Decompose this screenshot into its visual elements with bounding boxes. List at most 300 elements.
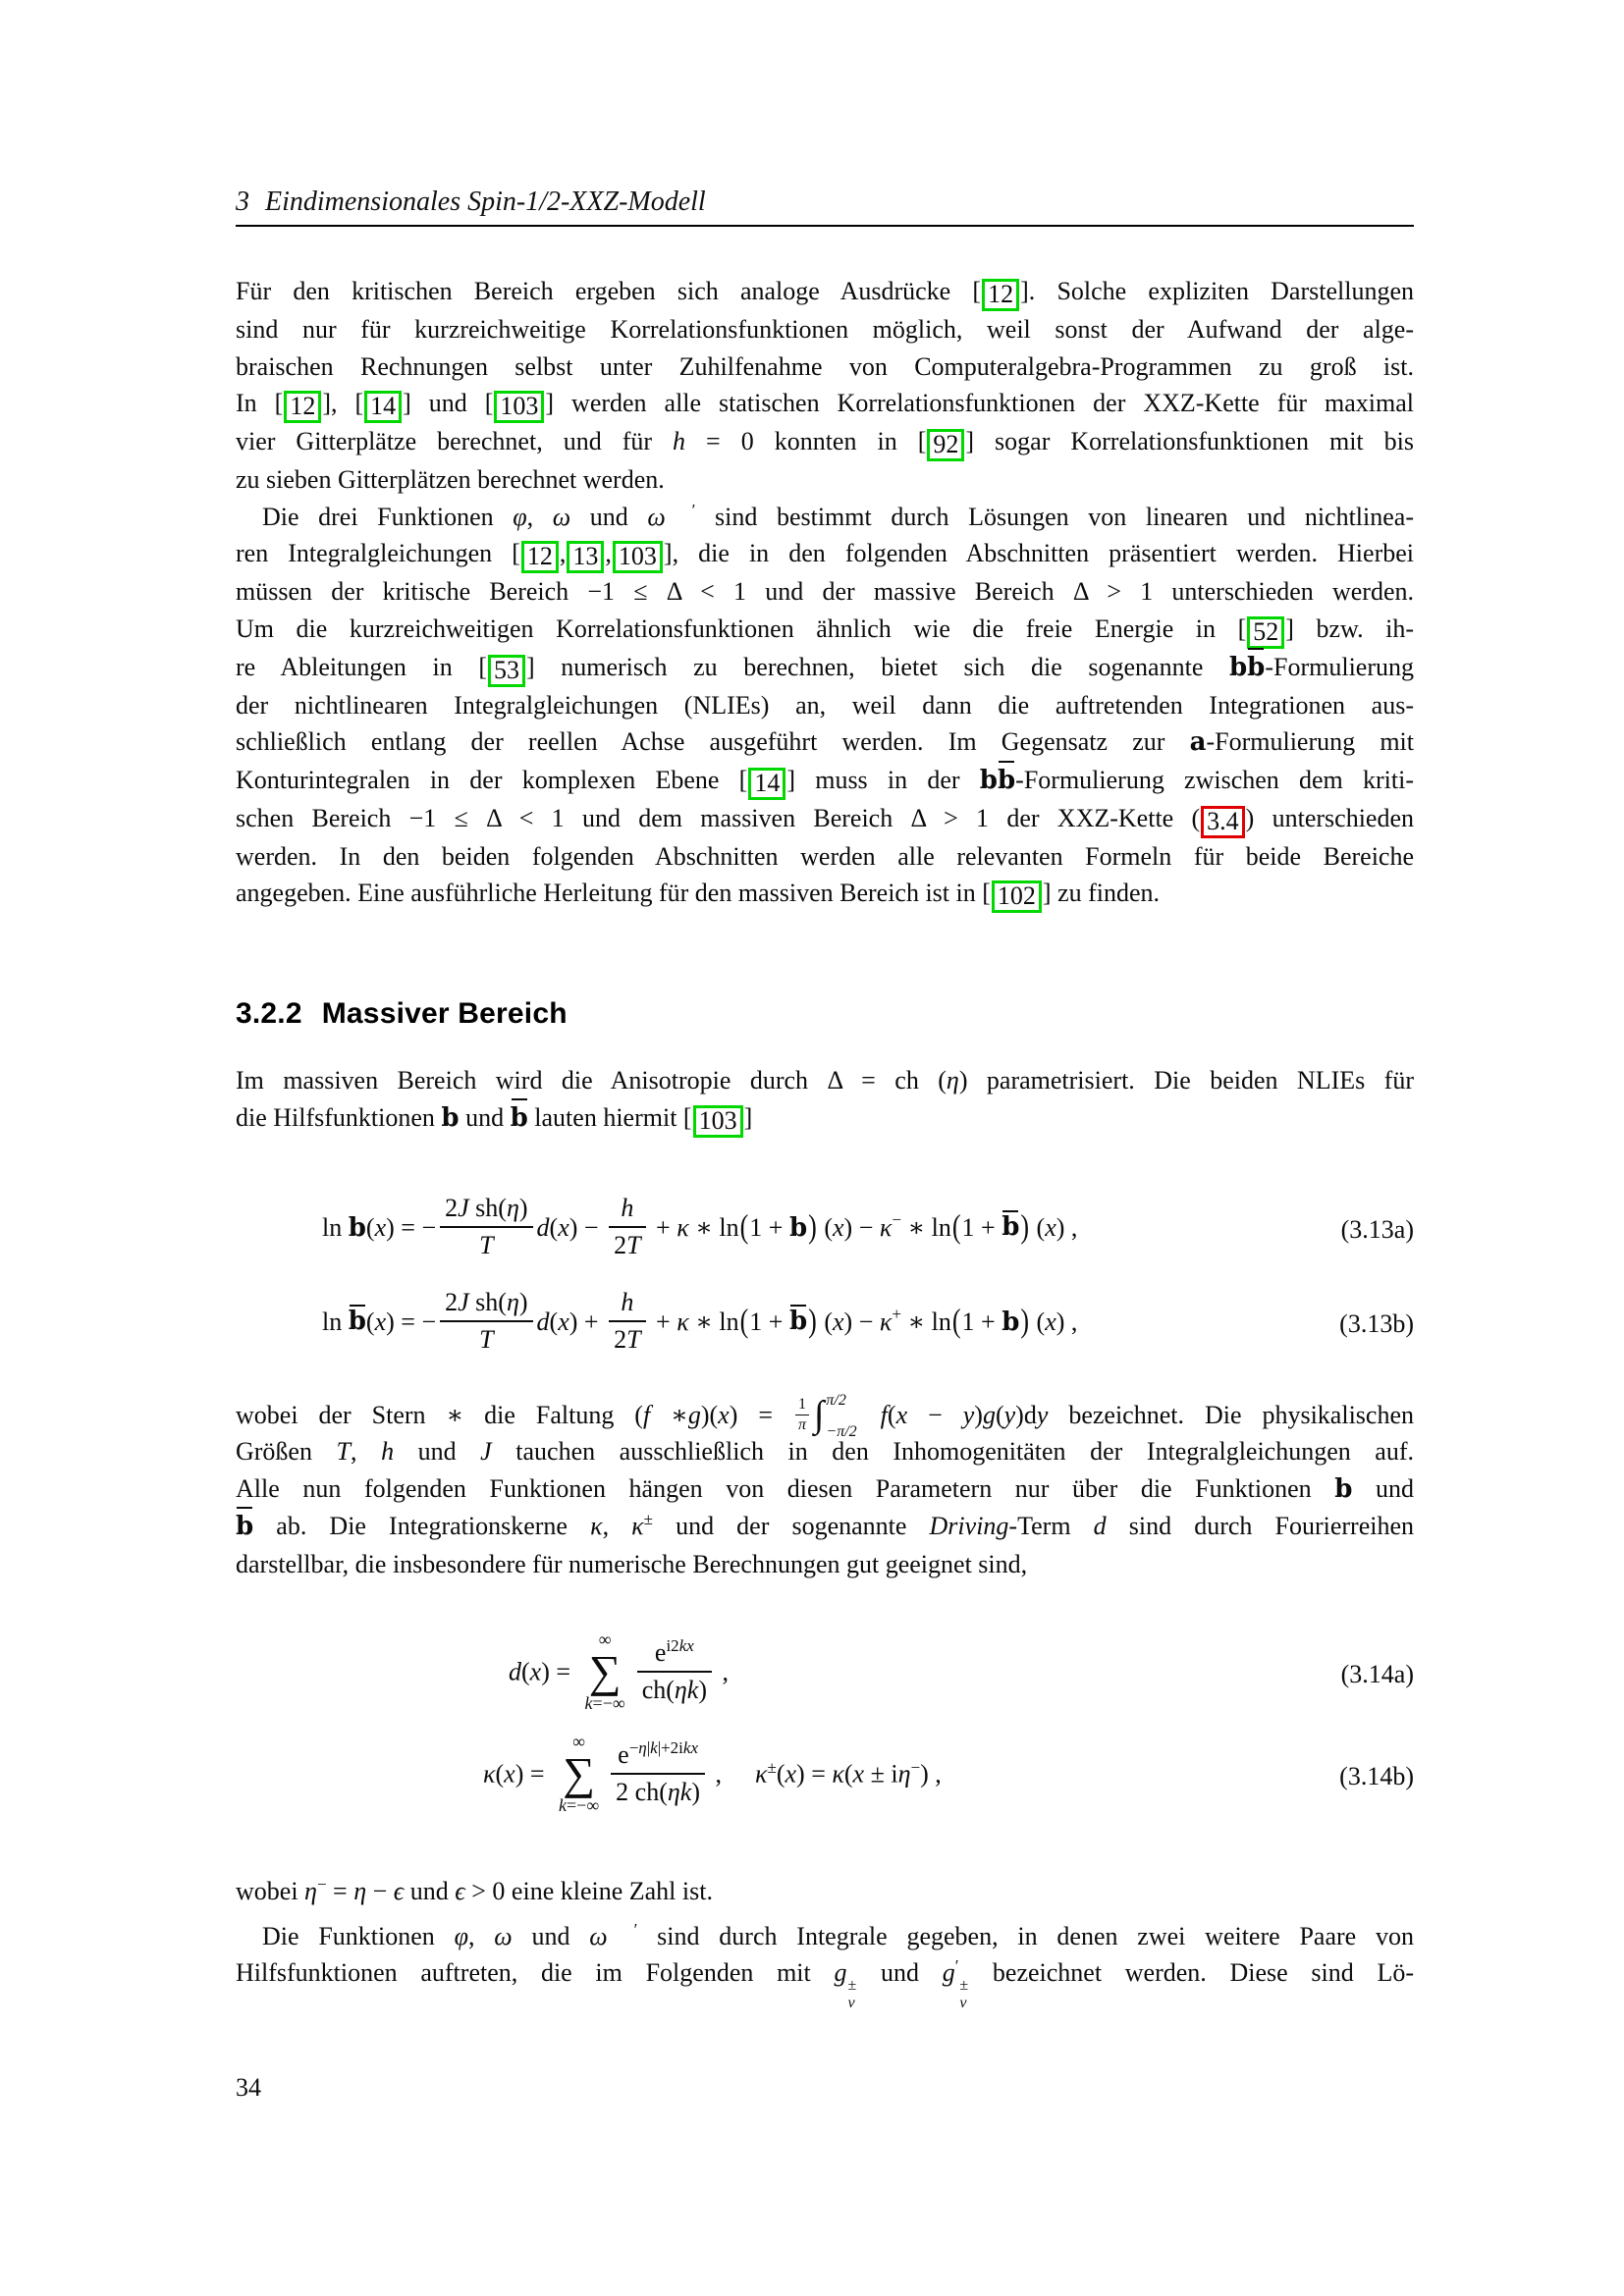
math-var: ω [589, 1921, 608, 1950]
text-run: ) , [1056, 1307, 1078, 1336]
denominator [440, 1320, 532, 1355]
text-run: ) [974, 1400, 983, 1429]
math-var: x [1045, 1307, 1056, 1336]
text-run: wobei [236, 1877, 305, 1905]
integral-lower-limit: −π/2 [826, 1422, 857, 1440]
fraktur-b-var: b [441, 1102, 460, 1133]
math-var: ω [647, 502, 666, 531]
text-line [236, 535, 1414, 573]
text-run: bezeichnet werden. Diese sind Lö- [969, 1958, 1414, 1987]
text-run: tauchen ausschließlich in den Inhomogenitäten der Integralgleichungen auf. [491, 1437, 1415, 1466]
math-var: x [558, 1212, 569, 1242]
text-run: ) − [843, 1212, 880, 1242]
text-run: und [1352, 1473, 1414, 1503]
text-run: , [602, 1512, 632, 1540]
math-var: ϵ [393, 1877, 405, 1905]
big-paren: ) [1020, 1207, 1030, 1246]
text-run: ∗ ln [688, 1307, 739, 1336]
text-run: ) parametrisiert. Die beiden NLIEs für [958, 1066, 1414, 1095]
math-var: J [480, 1437, 492, 1466]
citation-link[interactable]: 92 [927, 429, 964, 461]
math-var: κ [832, 1759, 844, 1789]
citation-link[interactable]: 103 [613, 541, 663, 573]
integral-upper-limit: π/2 [826, 1391, 846, 1409]
citation-link[interactable]: 102 [992, 881, 1042, 913]
fraction [440, 1288, 532, 1355]
chapter-number: 3 [236, 187, 249, 217]
text-run: und [459, 1102, 511, 1132]
text-run: schließlich entlang der reellen Achse ausgeführt werden. Im Gegensatz zur [236, 727, 1190, 756]
denominator [637, 1671, 712, 1705]
math-var: x [895, 1400, 908, 1429]
math-var: h [673, 427, 686, 455]
text-run: ( [776, 1759, 785, 1789]
math-var: d [1093, 1512, 1107, 1540]
text-run: zu sieben Gitterplätzen berechnet werden. [236, 465, 665, 494]
text-run: ren Integralgleichungen [ [236, 539, 520, 567]
text-run: bezeichnet. Die physikalischen [1048, 1400, 1414, 1429]
fraktur-b-bar-var: b [1247, 650, 1265, 687]
text-run: ] und [ [403, 389, 494, 417]
text-line [236, 1433, 1414, 1470]
text-run: , [559, 539, 567, 567]
text-run: ( [995, 1400, 1004, 1429]
text-run: wobei der Stern ∗ die Faltung ( [236, 1400, 643, 1429]
math-var: k [584, 1692, 593, 1713]
math-var: ϵ [455, 1877, 465, 1905]
fraktur-b-bar-var: b [1001, 1212, 1020, 1243]
equation-content [509, 1629, 730, 1713]
text-run: Alle nun folgenden Funktionen hängen von diesen Parametern nur über die Funktionen [236, 1473, 1335, 1503]
text-line [236, 687, 1414, 724]
text-run: ± i [864, 1759, 898, 1789]
text-run: ], [ [322, 389, 364, 417]
text-run: = [326, 1877, 354, 1905]
math-var: g [834, 1958, 847, 1987]
citation-link[interactable]: 14 [748, 768, 785, 800]
text-run [860, 1401, 881, 1429]
text-run: 2 [614, 1230, 627, 1259]
text-run: ( [1030, 1307, 1046, 1336]
math-var: y [1003, 1400, 1016, 1429]
text-line [236, 875, 1414, 913]
text-run: ln [322, 1212, 349, 1242]
text-run: ( [365, 1212, 375, 1242]
fraktur-b-bar-var: b [788, 1307, 808, 1337]
sum-lower-limit [585, 1693, 625, 1714]
text-run: + [649, 1212, 677, 1242]
math-var: g [982, 1400, 996, 1429]
math-var: J [458, 1287, 469, 1316]
citation-link[interactable]: 12 [982, 279, 1019, 311]
text-line: Die drei Funktionen φ, ω und ω ′ sind bestimmt durch Lösungen von linearen und nichtlinea- [262, 500, 1414, 531]
sub-part: ν [847, 1994, 855, 2011]
text-run: vier Gitterplätze berechnet, und für [236, 427, 674, 455]
text-line [236, 1470, 1414, 1509]
equation-group-3-14 [236, 1624, 1414, 1828]
sub-part: ν [959, 1994, 967, 2011]
text-run: + [649, 1307, 677, 1336]
math-var: d [536, 1307, 550, 1336]
sup-sub-stack [959, 1977, 968, 2011]
paragraph-3 [236, 1062, 1414, 1138]
math-var: k [650, 1738, 658, 1758]
citation-link[interactable]: 12 [521, 541, 559, 573]
text-run: ) [691, 1778, 700, 1806]
text-run: ) [518, 1287, 528, 1316]
text-run: Größen [236, 1437, 337, 1466]
numerator [637, 1638, 712, 1671]
text-run: ∗ ln [688, 1212, 739, 1242]
text-run: und der sogenannte [652, 1512, 930, 1540]
text-run: -Term [1008, 1512, 1094, 1540]
text-run: ) = [541, 1657, 577, 1686]
math-var: d [536, 1212, 550, 1242]
text-run: ) − [843, 1307, 880, 1336]
text-run: )d [1015, 1400, 1037, 1429]
math-var: g [942, 1958, 955, 1987]
fraktur-b-var: b [1001, 1307, 1020, 1337]
running-head [236, 187, 1414, 218]
math-var: h [381, 1437, 395, 1466]
text-run: sind nur für kurzreichweitige Korrelationsfunktionen möglich, weil sonst der Aufwand der alge- [236, 315, 1414, 344]
integral-limits [826, 1393, 856, 1440]
sum-lower-limit [559, 1795, 599, 1816]
text-run: schen Bereich −1 ≤ Δ < 1 und dem massiven Bereich Δ > 1 der XXZ-Kette ( [236, 803, 1201, 832]
math-var: h [621, 1193, 634, 1222]
text-run: ) + [568, 1307, 606, 1336]
section-heading [236, 995, 1414, 1033]
fraction [440, 1194, 532, 1260]
text-run: und [404, 1877, 456, 1905]
text-run: 2 ch( [616, 1778, 668, 1806]
math-var: κ [879, 1307, 893, 1336]
equation-ref-link[interactable]: 3.4 [1201, 806, 1245, 838]
equation-label: (3.14b) [1339, 1762, 1414, 1790]
text-run: > 0 eine kleine Zahl ist. [464, 1877, 713, 1905]
content-column [236, 0, 1414, 2009]
math-var: ηk [674, 1676, 699, 1704]
equation-content: ln b(x) = − $\frac{\text{2J sh(η)}}{T}$ d(x) + $\frac{h}{2T}$ + κ ∗ ln(1 + b) (x) − κ+ ∗ ln(1 + b) (x) , [322, 1287, 1078, 1354]
fraktur-b-var: b [979, 765, 998, 795]
fraction [611, 1740, 705, 1807]
math-var: x [832, 1307, 844, 1336]
text-line [236, 1546, 1414, 1583]
text-run: =−∞ [592, 1692, 625, 1713]
numerator [609, 1194, 645, 1226]
text-run: lauten hiermit [ [527, 1102, 692, 1132]
text-line [236, 762, 1414, 800]
text-line [236, 1099, 1414, 1138]
equation-3-14a [236, 1624, 1414, 1726]
math-var: κ [631, 1512, 644, 1540]
citation-link[interactable]: 53 [488, 655, 525, 687]
equation-content: ln b(x) = − $\frac{\text{2J sh(η)}}{T}$ d(x) − $\frac{h}{2T}$ + κ ∗ ln(1 + b) (x) − κ− ∗ ln(1 + b) (x) , [322, 1193, 1078, 1259]
text-run: e [654, 1638, 667, 1668]
section-title: Massiver Bereich [321, 997, 568, 1030]
math-var: η [304, 1877, 317, 1905]
text-line [236, 649, 1414, 687]
page-number: 34 [236, 2073, 261, 2102]
text-run: Die Funktionen [262, 1921, 455, 1950]
text-run: müssen der kritische Bereich −1 ≤ Δ < 1 und der massive Bereich Δ > 1 unterschieden werden. [236, 577, 1414, 606]
sigma-icon: ∑ [588, 1646, 622, 1697]
text-run: 2 [445, 1193, 459, 1222]
equation-group-3-13 [236, 1183, 1414, 1371]
fraction [795, 1396, 809, 1435]
citation-link[interactable]: 12 [284, 391, 321, 423]
math-var: π [797, 1416, 806, 1434]
math-var: ω [552, 502, 571, 531]
text-run: 1 [797, 1395, 806, 1413]
math-var: κ [755, 1759, 768, 1789]
text-run: Die drei Funktionen [262, 502, 514, 531]
text-run: sind bestimmt durch Lösungen von linearen und nichtlinea- [695, 502, 1414, 531]
math-var: h [621, 1287, 634, 1316]
text-run: ] [743, 1102, 753, 1132]
text-run: 1 + [961, 1307, 1002, 1336]
text-run: ( [817, 1212, 833, 1242]
text-run: , [351, 1437, 382, 1466]
math-var: κ [483, 1759, 496, 1789]
paragraph-5 [236, 1873, 1414, 1910]
math-var: d [509, 1657, 521, 1686]
math-var: f [642, 1400, 651, 1429]
text-run: ) [518, 1193, 528, 1222]
text-run: ( [495, 1759, 505, 1789]
text-run: ] zu finden. [1042, 879, 1161, 907]
text-line [236, 838, 1414, 876]
math-var: T [336, 1437, 351, 1466]
text-line [236, 1391, 1414, 1440]
math-var: Driving [929, 1512, 1009, 1540]
fraktur-b-bar-var: b [348, 1307, 366, 1337]
math-var: x [558, 1307, 569, 1336]
citation-link[interactable]: 52 [1247, 616, 1284, 649]
text-run: ∗ ln [900, 1212, 951, 1242]
text-run: braischen Rechnungen selbst unter Zuhilfenahme von Computeralgebra-Programmen zu groß ist. [236, 351, 1414, 381]
fraktur-b-var: b [1334, 1473, 1353, 1504]
text-run: i2 [666, 1636, 679, 1656]
text-run: ch( [641, 1676, 675, 1704]
text-run: Hilfsfunktionen auftreten, die im Folgenden mit [236, 1958, 835, 1987]
math-var: κ [879, 1212, 893, 1242]
text-run: und [570, 502, 648, 531]
numerator [609, 1288, 645, 1320]
text-run: ( [1030, 1212, 1046, 1242]
text-run: ) unterschieden [1245, 803, 1415, 832]
sum-upper-limit: ∞ [598, 1629, 612, 1650]
denominator [795, 1415, 809, 1434]
sum-operator [559, 1732, 599, 1815]
running-head-title: Eindimensionales Spin-1/2-XXZ-Modell [265, 187, 706, 217]
text-run: und [857, 1958, 943, 1987]
big-paren: ( [739, 1207, 749, 1246]
text-run: ) − [568, 1212, 606, 1242]
sum-upper-limit: ∞ [572, 1732, 586, 1752]
text-run: , [716, 1657, 730, 1686]
math-var: k [559, 1794, 568, 1815]
text-run: ) = [514, 1759, 552, 1789]
math-var: x [718, 1400, 730, 1429]
integral [814, 1391, 857, 1438]
text-run: ( [521, 1657, 530, 1686]
math-var: x [504, 1759, 515, 1789]
sup-part: ± [959, 1977, 969, 1994]
text-run: , [605, 539, 612, 567]
text-run: Für den kritischen Bereich ergeben sich analoge Ausdrücke [ [236, 277, 982, 305]
math-var: x [832, 1212, 844, 1242]
equation-label: (3.13b) [1339, 1308, 1414, 1338]
text-line [236, 273, 1414, 311]
text-run: ) = − [386, 1307, 437, 1336]
math-var: T [626, 1324, 641, 1354]
text-run: ( [817, 1307, 833, 1336]
text-run: ( [365, 1307, 375, 1336]
text-run: 2 [445, 1287, 459, 1316]
math-var: g [687, 1400, 701, 1429]
text-run: sind durch Fourierreihen [1106, 1512, 1414, 1540]
fraction [609, 1194, 645, 1260]
text-run: angegeben. Eine ausführliche Herleitung für den massiven Bereich ist in [ [236, 879, 991, 907]
text-run: , [467, 1921, 495, 1950]
text-run: ( [549, 1212, 559, 1242]
text-run: |+2i [657, 1738, 683, 1758]
text-run: 1 + [749, 1212, 789, 1242]
text-run: ∗ [650, 1400, 688, 1429]
header-rule [236, 225, 1414, 227]
section-number: 3.2.2 [236, 997, 302, 1030]
text-line [236, 1062, 1414, 1099]
fraktur-b-bar-var: b [236, 1509, 253, 1546]
fraction [609, 1288, 645, 1355]
math-var: κ [677, 1307, 689, 1336]
text-run: sh( [468, 1287, 507, 1316]
math-var: φ [513, 502, 527, 531]
text-run: = 0 konnten in [ [685, 427, 927, 455]
math-var: f [880, 1400, 888, 1429]
citation-link[interactable]: 14 [364, 391, 402, 423]
big-paren: ( [951, 1302, 961, 1340]
text-run: -Formulierung [1265, 652, 1414, 681]
text-run: | [646, 1738, 651, 1758]
denominator [609, 1320, 645, 1355]
big-paren: ) [808, 1207, 817, 1246]
math-var: x [374, 1307, 387, 1336]
text-line [236, 611, 1414, 649]
text-run: ∗ ln [900, 1307, 951, 1336]
big-paren: ) [808, 1302, 817, 1340]
text-run: ab. Die Integrationskerne [253, 1512, 591, 1540]
text-run: ln [322, 1307, 349, 1336]
big-paren: ) [1020, 1302, 1030, 1340]
text-run: und [512, 1921, 590, 1950]
math-var: η [506, 1193, 519, 1222]
text-run: , [709, 1759, 722, 1789]
math-var: T [479, 1230, 494, 1259]
text-run: 1 + [961, 1212, 1002, 1242]
text-run: sh( [468, 1193, 507, 1222]
paragraph-4 [236, 1391, 1415, 1583]
text-run: ) = [796, 1759, 833, 1789]
math-var: η [506, 1287, 519, 1316]
text-run: ] bzw. ih- [1285, 614, 1414, 643]
text-run: ) , [1056, 1212, 1078, 1242]
sigma-icon: ∑ [563, 1748, 595, 1799]
math-var: kx [682, 1738, 698, 1758]
math-var: κ [590, 1512, 603, 1540]
text-run: darstellbar, die insbesondere für numerische Berechnungen gut geeignet sind, [236, 1549, 1028, 1578]
text-run: − [628, 1738, 639, 1758]
text-run: e [618, 1740, 629, 1770]
text-line: b ab. Die Integrationskerne κ, κ± und der sogenannte Driving-Term d sind durch Fourierreihen [236, 1508, 1414, 1546]
text-run: )( [700, 1400, 719, 1429]
fraktur-b-var: a [1189, 727, 1207, 757]
text-run: ) = − [386, 1212, 437, 1242]
text-run: ( [887, 1400, 896, 1429]
text-run: re Ableitungen in [ [236, 652, 487, 681]
numerator [795, 1396, 809, 1415]
numerator [440, 1288, 532, 1320]
equation-3-14b [236, 1726, 1414, 1828]
text-run: ]. Solche expliziten Darstellungen [1020, 277, 1415, 305]
equation-3-13a [236, 1183, 1414, 1277]
text-run: ] muss in der [786, 765, 980, 794]
denominator [611, 1773, 705, 1807]
text-run: In [ [236, 389, 284, 417]
math-var: y [1036, 1400, 1049, 1429]
fraktur-b-var: b [788, 1212, 808, 1243]
text-line: Hilfsfunktionen auftreten, die im Folgenden mit g ± ν und g′ ± ν bezeichnet werden. Diese sind Lö- [236, 1956, 1414, 2011]
equation-label: (3.13a) [1340, 1214, 1414, 1244]
text-run: 1 + [749, 1307, 789, 1336]
text-run: -Formulierung zwischen dem kriti- [1015, 765, 1414, 794]
text-run: -Formulierung mit [1206, 727, 1414, 756]
math-var: η [946, 1066, 959, 1095]
text-run: werden. In den beiden folgenden Abschnitten werden alle relevanten Formeln für beide Bereiche [236, 841, 1414, 871]
paragraph-2 [236, 499, 1414, 914]
text-run: Im massiven Bereich wird die Anisotropie durch Δ = ch ( [236, 1066, 947, 1095]
citation-link[interactable]: 103 [693, 1105, 743, 1138]
sup-sub-stack [847, 1977, 856, 2011]
text-run: =−∞ [567, 1794, 600, 1815]
math-var: J [458, 1193, 469, 1222]
big-paren: ( [739, 1302, 749, 1340]
fraktur-b-var: b [1228, 652, 1248, 682]
citation-link[interactable]: 13 [567, 541, 604, 573]
text-run: 2 [614, 1324, 627, 1354]
text-run: Um die kurzreichweitigen Korrelationsfunktionen ähnlich wie die freie Energie in [ [236, 614, 1247, 643]
citation-link[interactable]: 103 [494, 391, 544, 423]
text-line [236, 385, 1414, 423]
numerator [440, 1194, 532, 1226]
text-run: − [366, 1877, 394, 1905]
text-line [236, 800, 1414, 838]
math-var: x [374, 1212, 387, 1242]
text-run: sind durch Integrale gegeben, in denen zwei weitere Paare von [637, 1921, 1415, 1950]
math-var: x [529, 1657, 542, 1686]
text-run: ] numerisch zu berechnen, bietet sich die sogenannte [525, 652, 1229, 681]
text-run: ) , [920, 1759, 942, 1789]
math-var: η [638, 1738, 647, 1758]
math-var: x [1045, 1212, 1056, 1242]
math-var: η [353, 1877, 367, 1905]
text-line: Die Funktionen φ, ω und ω ′ sind durch Integrale gegeben, in denen zwei weitere Paare von [262, 1919, 1415, 1950]
sum-operator [585, 1629, 625, 1713]
text-line: wobei η− = η − ϵ und ϵ > 0 eine kleine Zahl ist. [236, 1875, 713, 1905]
equation-label: (3.14a) [1340, 1660, 1414, 1688]
denominator [440, 1226, 532, 1260]
